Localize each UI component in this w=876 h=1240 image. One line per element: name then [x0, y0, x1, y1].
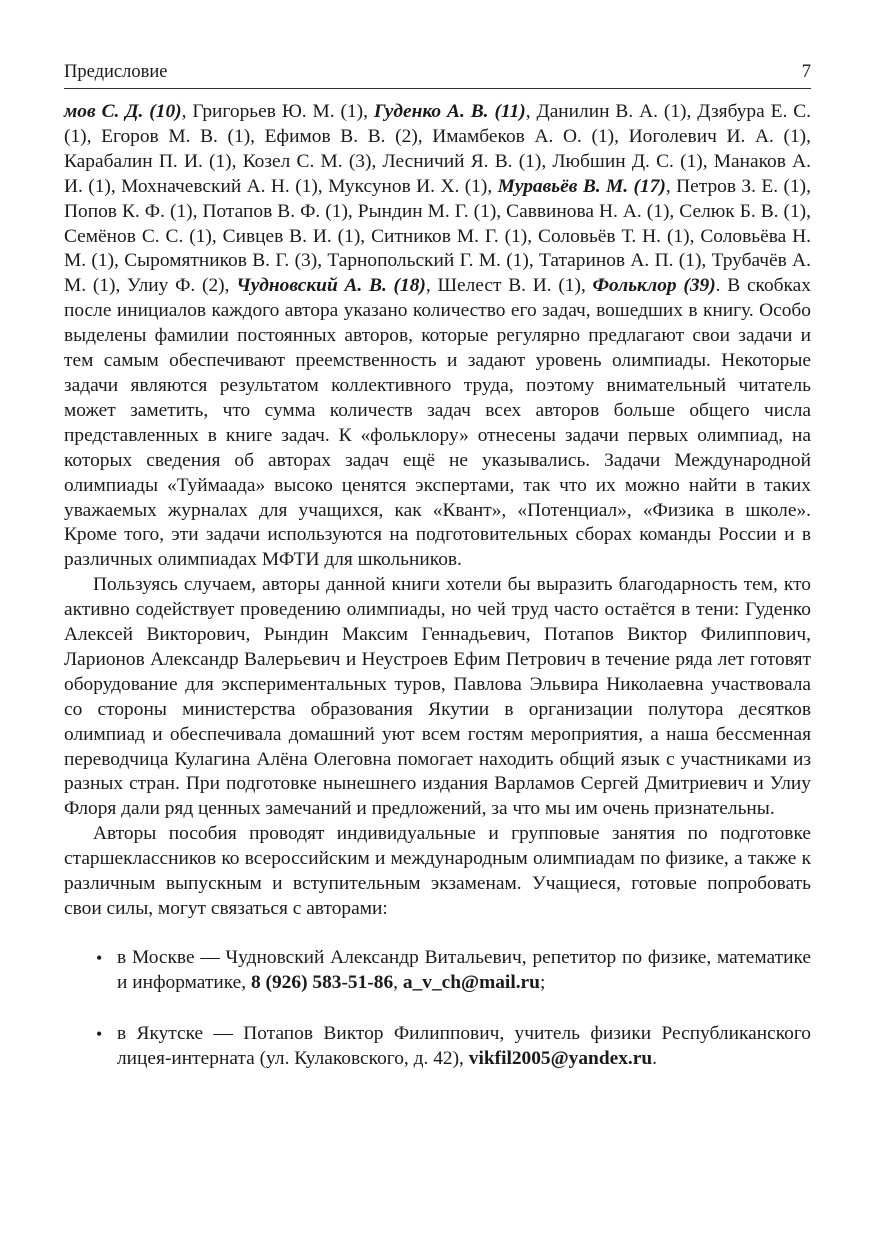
text-run: , Григорьев Ю. М. (1), [181, 101, 374, 122]
email-link[interactable]: a_v_ch@mail.ru [402, 971, 540, 993]
text-run: , Петров З. Е. (1), Попов К. Ф. (1), Потапов В. Ф. (1), Рындин М. Г. (1), Саввинова Н. А. (1), Селюк Б. В. (1), Семёнов С. С. (1), Сивцев В. И. (1), Ситников М. Г. (1), Соловьёв Т. Н. (1), Соловьёва Н. М. (1), Сыромятников В. Г. (3), Тарнопольский Г. М. (1), Татаринов А. П. (1), Трубачёв А. М. (1), Улиу Ф. (2), [64, 175, 811, 297]
text-run: , Шелест В. И. (1), [425, 275, 593, 297]
contact-list [64, 946, 811, 1072]
document-page [64, 62, 811, 1098]
contact-text: в Якутске — Потапов Виктор Филиппович, учитель физики Республиканского лицея-интерната (ул. Кулаковского, д. 42), [117, 1022, 811, 1069]
paragraph-contact-intro: Авторы пособия проводят индивидуальные и групповые занятия по подготовке старшеклассников ко всероссийским и международным олимпиадам по физике, а также к различным выпускным и вступительным экзаменам. Учащиеся, готовые попробовать свои силы, могут связаться с авторами: [64, 823, 811, 919]
phone-number[interactable]: 8 (926) 583-51-86 [250, 971, 394, 993]
list-item-yakutsk [64, 1022, 811, 1072]
list-end: . [652, 1047, 658, 1069]
list-end: ; [539, 971, 546, 993]
body-text [64, 100, 811, 1072]
featured-author: Муравьёв В. М. (17) [497, 175, 666, 197]
running-header [64, 62, 811, 92]
page-number: 7 [801, 62, 811, 82]
paragraph-authors [64, 100, 811, 573]
text-run: , Данилин В. А. (1), Дзябура Е. С. (1), Егоров М. В. (1), Ефимов В. В. (2), Имамбеков А. О. (1), Иоголевич И. А. (1), Карабалин П. И. (1), Козел С. М. (3), Лесничий Я. В. (1), Любшин Д. С. (1), Манаков А. И. (1), Мохначевский А. Н. (1), Муксунов И. Х. (1), [64, 101, 812, 197]
contact-text: в Москве — Чудновский Александр Витальевич, репетитор по физике, математике и информатике, [117, 946, 811, 993]
paragraph-acknowledgements: Пользуясь случаем, авторы данной книги хотели бы выразить благодарность тем, кто активно содействует проведению олимпиады, но чей труд часто остаётся в тени: Гуденко Алексей Викторович, Рындин Максим Геннадьевич, Потапов Виктор Филиппович, Ларионов Александр Валерьевич и Неустроев Ефим Петрович в течение ряда лет готовят оборудование для экспериментальных туров, Павлова Эльвира Николаевна участвовала со стороны министерства образования Якутии в организации полутора десятков олимпиад и обеспечивала домашний уют всем гостям мероприятия, а наша бессменная переводчица Кулагина Алёна Олеговна помогает находить общий язык с участниками из разных стран. При подготовке нынешнего издания Варламов Сергей Дмитриевич и Улиу Флоря дали ряд ценных замечаний и предложений, за что мы им очень признательны. [64, 574, 811, 820]
text-run: . В скобках после инициалов каждого автора указано количество его задач, вошедших в книгу. Особо выделены фамилии постоянных авторов, которые регулярно предлагают свои задачи и тем самым обеспечивают преемственность и задают уровень олимпиады. Некоторые задачи являются результатом коллективного труда, поэтому внимательный читатель может заметить, что сумма количеств задач всех авторов больше общего числа представленных в книге задач. К «фольклору» отнесены задачи первых олимпиад, на которых сведения об авторах задач ещё не указывались. Задачи Международной олимпиады «Туймаада» высоко ценятся экспертами, так что их можно найти в таких уважаемых журналах для учащихся, как «Квант», «Потенциал», «Физика в школе». Кроме того, эти задачи используются на подготовительных сборах команды России и в различных олимпиадах МФТИ для школьников. [64, 275, 811, 571]
featured-author: мов С. Д. (10) [64, 101, 182, 122]
featured-author: Чудновский А. В. (18) [236, 275, 426, 297]
bullet-marker: • [96, 1023, 103, 1044]
header-rule [64, 88, 811, 89]
section-title: Предисловие [64, 62, 168, 82]
list-item-moscow [64, 946, 811, 996]
featured-author: Фольклор (39) [592, 275, 716, 297]
email-link[interactable]: vikfil2005@yandex.ru [468, 1047, 653, 1069]
bullet-marker: • [96, 947, 103, 968]
featured-author: Гуденко А. В. (11) [373, 101, 526, 122]
separator: , [393, 971, 403, 993]
